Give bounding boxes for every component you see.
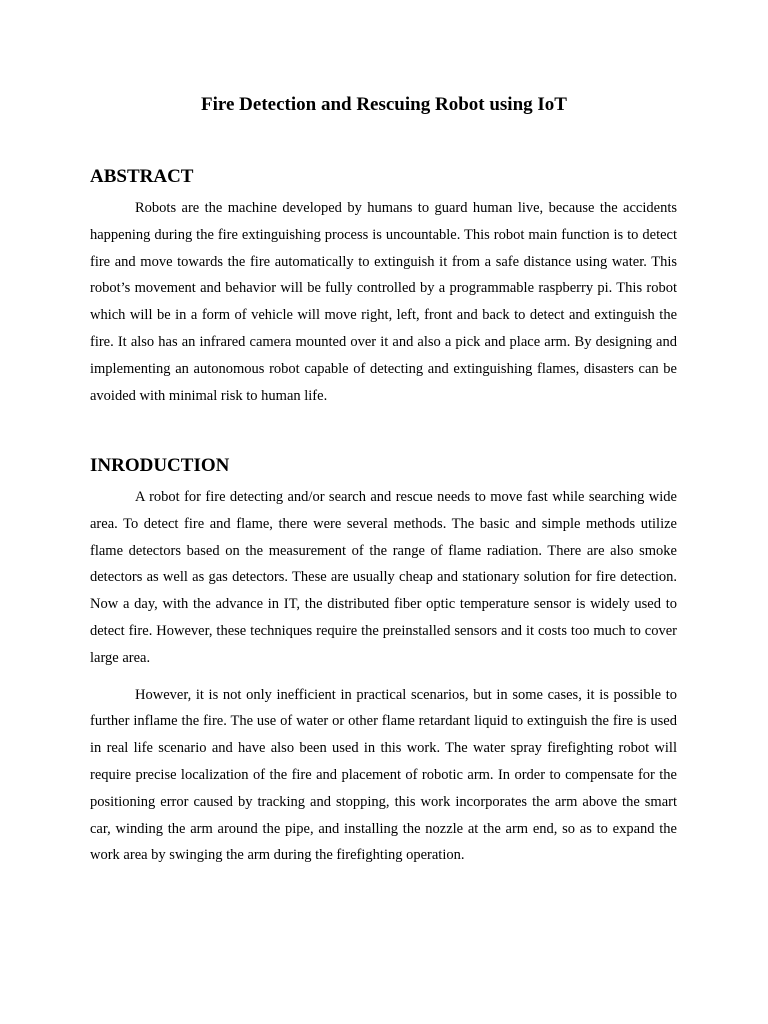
abstract-heading: ABSTRACT (90, 166, 194, 187)
abstract-paragraph: Robots are the machine developed by humans to guard human live, because the accidents happening during the fire extinguishing process is uncountable. This robot main function is to detect fire and move towards the fire automatically to extinguish it from a safe distance using water. This robot’s movement and behavior will be fully controlled by a programmable raspberry pi. This robot which will be in a form of vehicle will move right, left, front and back to detect and extinguish the fire. It also has an infrared camera mounted over it and also a pick and place arm. By designing and implementing an autonomous robot capable of detecting and extinguishing flames, disasters can be avoided with minimal risk to human life. (90, 200, 677, 404)
introduction-heading: INRODUCTION (90, 455, 230, 476)
introduction-paragraph-2: However, it is not only inefficient in practical scenarios, but in some cases, it is possible to further inflame the fire. The use of water or other flame retardant liquid to extinguish the fire is used in real life scenario and have also been used in this work. The water spray firefighting robot will require precise localization of the fire and placement of robotic arm. In order to compensate for the positioning error caused by tracking and stopping, this work incorporates the arm above the smart car, winding the arm around the pipe, and installing the nozzle at the arm end, so as to expand the work area by swinging the arm during the firefighting operation. (90, 686, 677, 864)
introduction-paragraph-1: A robot for fire detecting and/or search and rescue needs to move fast while searching wide area. To detect fire and flame, there were several methods. The basic and simple methods utilize flame detectors based on the measurement of the range of flame radiation. There are also smoke detectors as well as gas detectors. These are usually cheap and stationary solution for fire detection. Now a day, with the advance in IT, the distributed fiber optic temperature sensor is widely used to detect fire. However, these techniques require the preinstalled sensors and it costs too much to cover large area. (90, 489, 677, 666)
document-title: Fire Detection and Rescuing Robot using IoT (201, 94, 567, 115)
introduction-section (90, 453, 677, 869)
abstract-section (90, 164, 677, 409)
